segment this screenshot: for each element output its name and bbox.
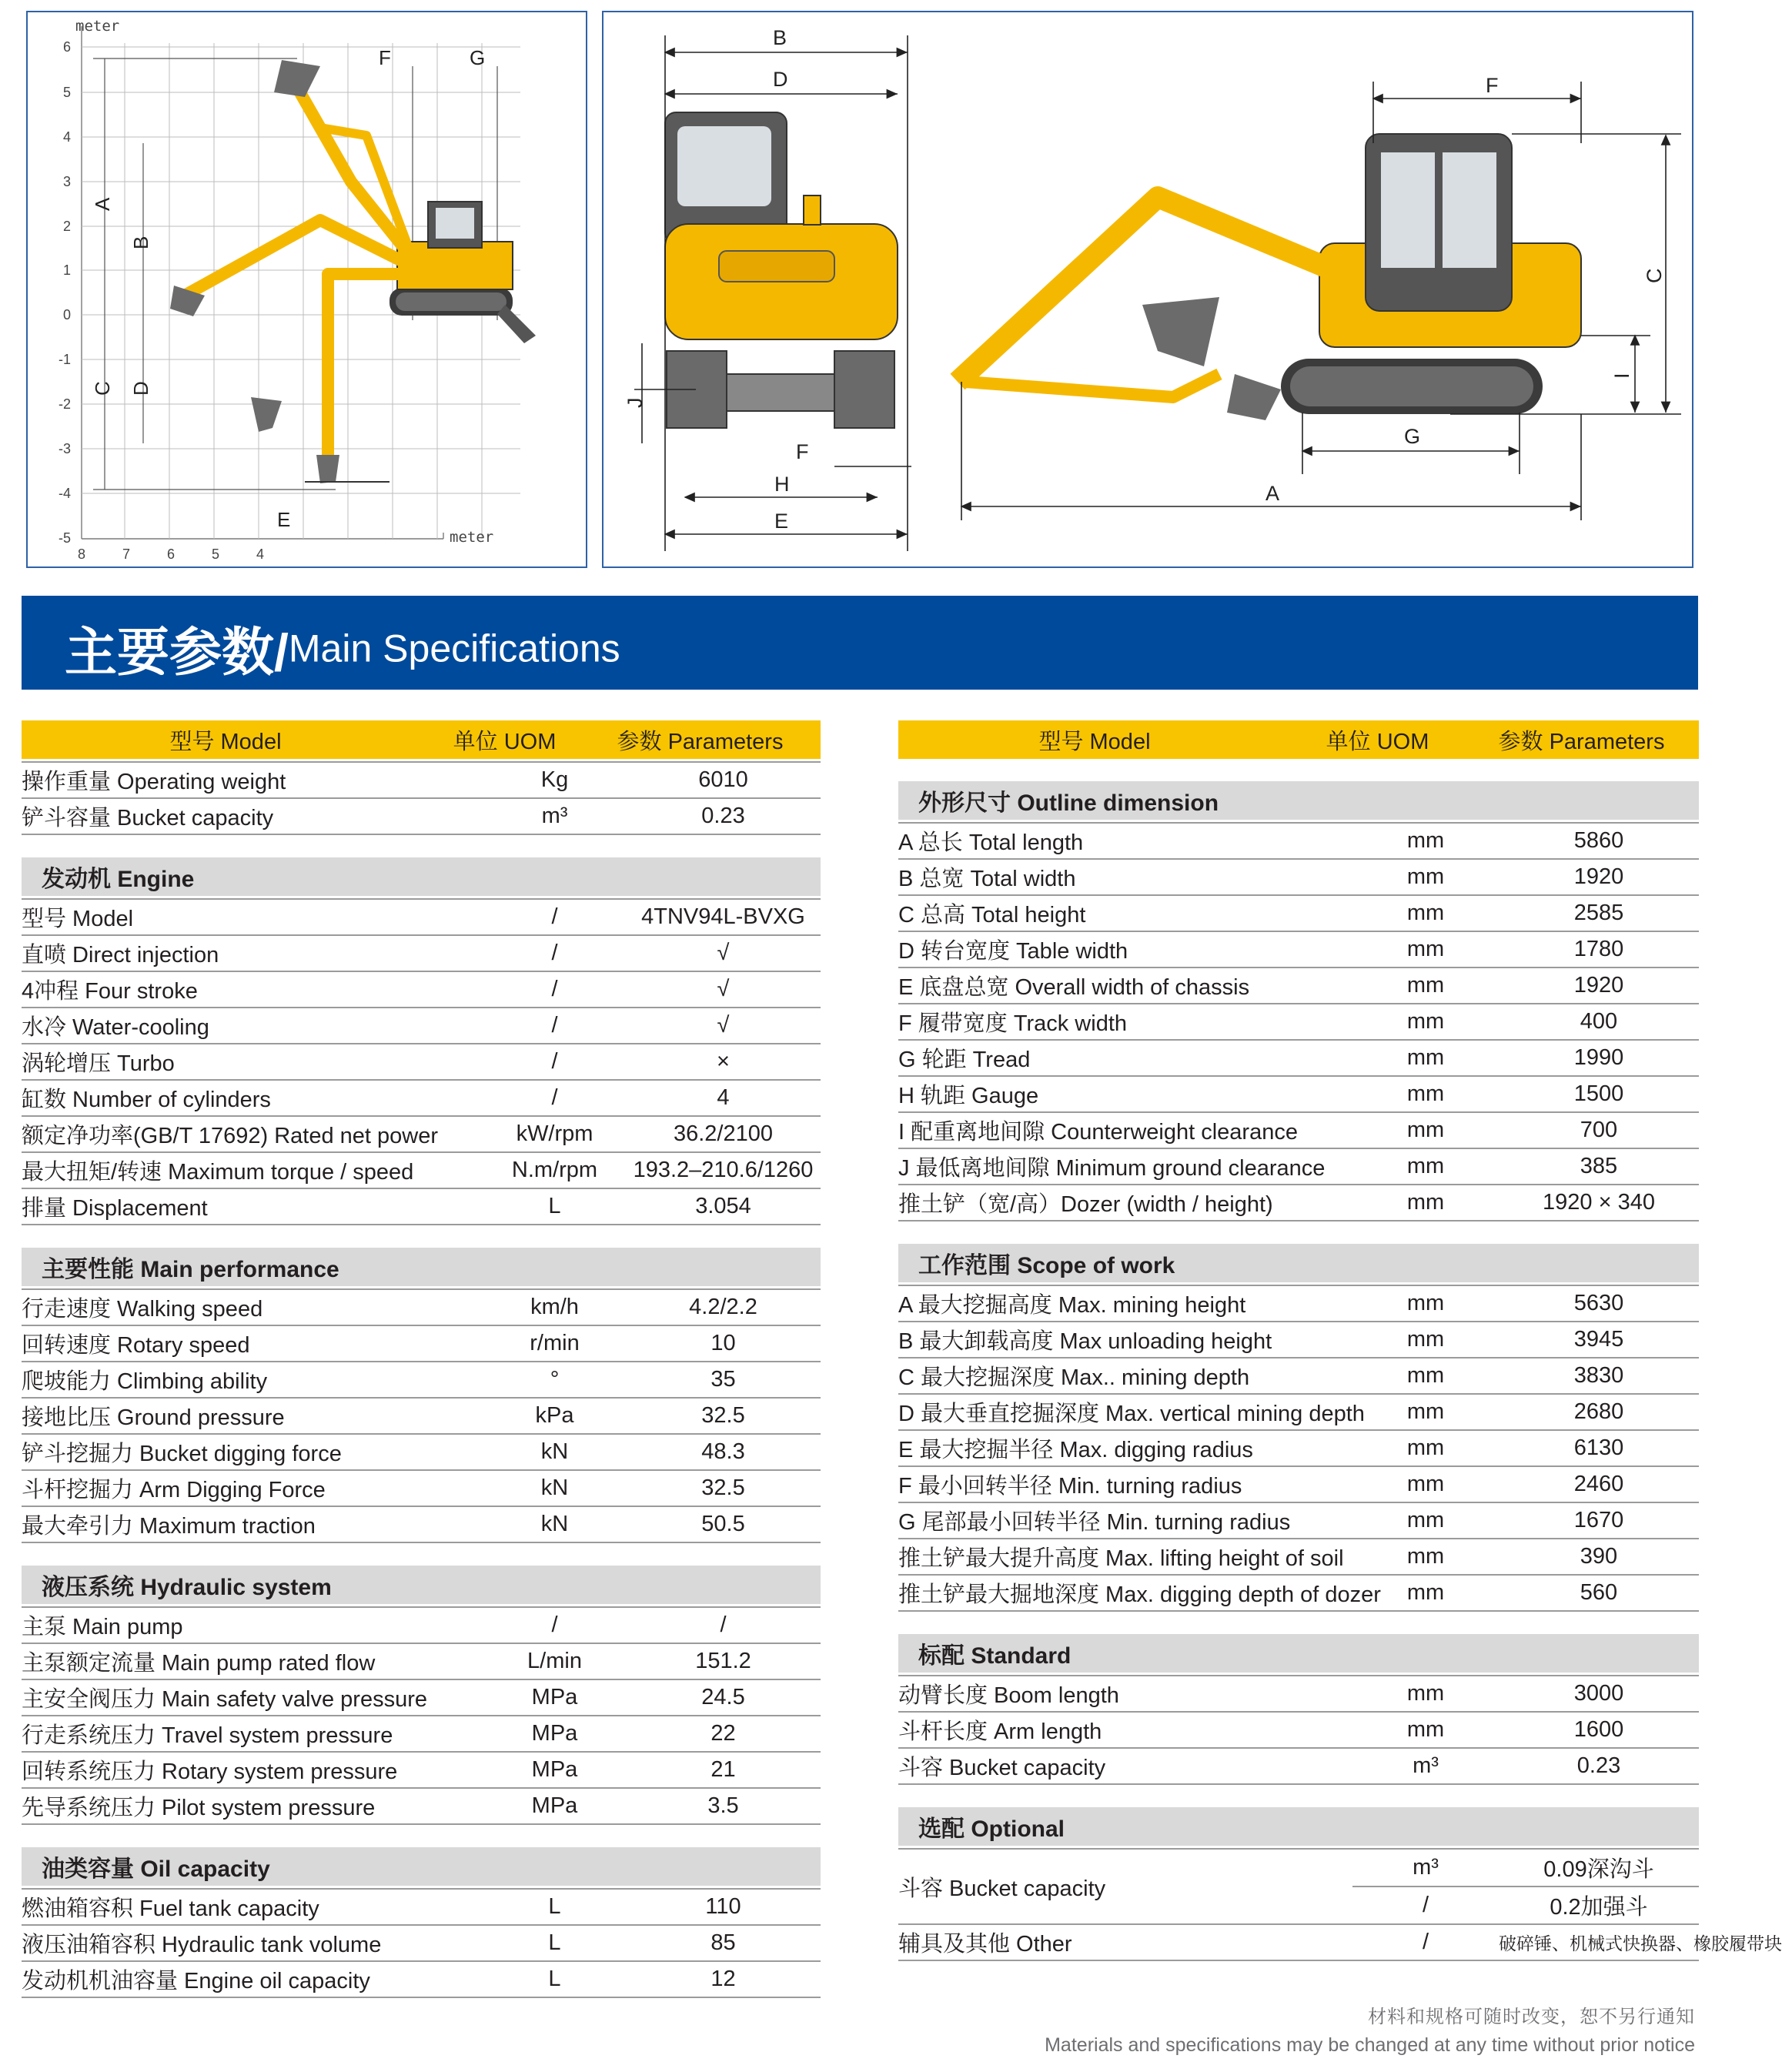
spec-uom: kPa <box>535 1403 574 1428</box>
table-row <box>898 822 1699 860</box>
table-row <box>898 1431 1699 1467</box>
spec-uom: mm <box>1406 901 1445 925</box>
section-title: 油类容量 Oil capacity <box>22 1847 821 1886</box>
y-tick: -1 <box>58 352 71 367</box>
table-row <box>22 1926 821 1962</box>
spec-name: E 底盘总宽 Overall width of chassis <box>898 975 1250 1000</box>
spec-uom: / <box>551 1049 558 1074</box>
spec-uom: mm <box>1406 1544 1445 1569</box>
side-label-g: G <box>1404 425 1421 448</box>
table-row <box>22 1888 821 1926</box>
spec-uom: mm <box>1406 1190 1445 1215</box>
dimension-svg <box>603 12 1692 566</box>
dimension-diagram <box>602 11 1693 568</box>
optional-bucket-row <box>898 1848 1699 1925</box>
spec-uom: mm <box>1406 1681 1445 1706</box>
side-view <box>958 134 1581 420</box>
table-row <box>898 896 1699 932</box>
footer-cn: 材料和规格可随时改变，恕不另行通知 <box>1368 2007 1695 2027</box>
spec-value: 50.5 <box>701 1512 745 1536</box>
table-row <box>898 1004 1699 1041</box>
spec-uom: kN <box>540 1439 569 1464</box>
y-tick: -3 <box>58 441 71 456</box>
spec-value: 1920 × 340 <box>1543 1190 1655 1215</box>
y-tick: 0 <box>62 307 71 322</box>
x-tick: 7 <box>122 546 131 562</box>
spec-table-right <box>898 720 1782 1961</box>
header-params: 参数 Parameters <box>617 729 784 754</box>
front-label-j: J <box>624 397 647 408</box>
spec-value: 32.5 <box>701 1403 745 1428</box>
spec-value: 3.054 <box>695 1194 751 1218</box>
y-tick: 1 <box>62 262 71 278</box>
x-tick: 5 <box>211 546 220 562</box>
table-row <box>22 1008 821 1044</box>
header-model: 型号 Model <box>169 729 282 754</box>
spec-table-left <box>22 720 821 1998</box>
spec-value: 4 <box>717 1085 730 1110</box>
spec-value: 0.23 <box>701 804 745 828</box>
table-row <box>898 1749 1699 1785</box>
spec-uom: mm <box>1406 1399 1445 1424</box>
spec-uom: Kg <box>540 767 569 792</box>
spec-value: 3830 <box>1573 1363 1624 1388</box>
spec-value: 151.2 <box>695 1649 751 1673</box>
front-label-e: E <box>774 510 789 533</box>
table-header <box>22 720 821 759</box>
spec-value: √ <box>717 977 730 1001</box>
table-row <box>22 1507 821 1543</box>
spec-value: 2680 <box>1573 1399 1624 1424</box>
spec-name: 缸数 Number of cylinders <box>22 1088 271 1112</box>
table-row <box>22 1288 821 1326</box>
table-row <box>22 761 821 799</box>
table-row <box>22 1606 821 1644</box>
spec-value: 2585 <box>1573 901 1624 925</box>
spec-name: 动臂长度 Boom length <box>898 1683 1119 1708</box>
section-title: 外形尺寸 Outline dimension <box>898 781 1699 820</box>
label-b: B <box>129 236 152 249</box>
optional-other-uom: / <box>1422 1930 1429 1954</box>
table-row <box>22 1435 821 1471</box>
spec-name: D 最大垂直挖掘深度 Max. vertical mining depth <box>898 1402 1365 1426</box>
spec-uom: kW/rpm <box>516 1121 593 1146</box>
section-banner <box>22 596 1698 690</box>
optional-uom: m³ <box>1413 1855 1439 1880</box>
spec-name: G 尾部最小回转半径 Min. turning radius <box>898 1510 1291 1535</box>
table-row <box>898 1467 1699 1503</box>
spec-uom: m³ <box>1413 1753 1439 1778</box>
optional-value: 0.09深沟斗 <box>1543 1857 1654 1882</box>
table-row <box>898 1395 1699 1431</box>
footer-note <box>1045 2001 1695 2057</box>
spec-value: 24.5 <box>701 1685 745 1709</box>
table-row <box>898 1113 1699 1149</box>
spec-uom: L <box>548 1194 561 1218</box>
spec-uom: mm <box>1406 1472 1445 1496</box>
x-tick: 6 <box>166 546 176 562</box>
spec-uom: mm <box>1406 1081 1445 1106</box>
section-title: 液压系统 Hydraulic system <box>22 1566 821 1604</box>
optional-bucket-name: 斗容 Bucket capacity <box>898 1876 1106 1901</box>
x-tick: 8 <box>77 546 86 562</box>
y-tick: -2 <box>58 396 71 412</box>
y-tick: 3 <box>62 174 71 189</box>
table-row <box>898 1713 1699 1749</box>
spec-name: A 总长 Total length <box>898 830 1084 855</box>
spec-value: / <box>720 1612 727 1637</box>
optional-uom: / <box>1422 1893 1429 1917</box>
spec-uom: mm <box>1406 1435 1445 1460</box>
spec-uom: kN <box>540 1475 569 1500</box>
section-title: 标配 Standard <box>898 1634 1699 1673</box>
spec-name: 直喷 Direct injection <box>22 943 219 967</box>
spec-name: 4冲程 Four stroke <box>22 979 198 1004</box>
spec-uom: mm <box>1406 1508 1445 1532</box>
front-label-b: B <box>773 26 787 49</box>
label-g: G <box>470 46 486 69</box>
spec-value: 385 <box>1580 1154 1618 1178</box>
y-tick: 2 <box>62 219 71 234</box>
table-row <box>22 1362 821 1399</box>
spec-uom: ° <box>550 1367 560 1392</box>
spec-value: √ <box>717 1013 730 1038</box>
table-row <box>22 1326 821 1362</box>
spec-uom: MPa <box>531 1685 578 1709</box>
excavator-illustration <box>170 60 536 483</box>
spec-value: 5630 <box>1573 1291 1624 1315</box>
spec-name: 主泵额定流量 Main pump rated flow <box>22 1651 376 1676</box>
table-row <box>22 1044 821 1081</box>
front-label-d: D <box>773 68 788 91</box>
x-tick: 4 <box>256 546 265 562</box>
table-row <box>898 1503 1699 1539</box>
table-row <box>22 1716 821 1753</box>
side-label-c: C <box>1643 268 1666 283</box>
spec-uom: / <box>551 1013 558 1038</box>
optional-other-name: 辅具及其他 Other <box>898 1932 1072 1957</box>
spec-value: 400 <box>1580 1009 1618 1034</box>
spec-name: 发动机机油容量 Engine oil capacity <box>22 1969 370 1993</box>
spec-value: 560 <box>1580 1580 1618 1605</box>
spec-name: 先导系统压力 Pilot system pressure <box>22 1796 376 1820</box>
spec-name: 斗杆挖掘力 Arm Digging Force <box>22 1478 326 1502</box>
spec-name: 主泵 Main pump <box>22 1615 183 1639</box>
spec-uom: L <box>548 1894 561 1919</box>
table-row <box>22 1644 821 1680</box>
label-c: C <box>91 381 114 396</box>
header-model: 型号 Model <box>1038 729 1151 754</box>
spec-uom: mm <box>1406 1009 1445 1034</box>
spec-uom: / <box>551 1085 558 1110</box>
spec-uom: mm <box>1406 828 1445 853</box>
optional-other-value: 破碎锤、机械式快换器、橡胶履带块 <box>1499 1933 1782 1953</box>
spec-name: 行走系统压力 Travel system pressure <box>22 1723 393 1748</box>
table-row <box>22 1471 821 1507</box>
spec-value: 110 <box>705 1894 741 1919</box>
spec-uom: / <box>551 904 558 929</box>
spec-value: √ <box>717 941 730 965</box>
table-row <box>22 898 821 936</box>
spec-name: G 轮距 Tread <box>898 1048 1031 1072</box>
footer-en: Materials and specifications may be changed at any time without prior notice <box>1045 2034 1695 2056</box>
spec-value: 1920 <box>1573 973 1624 998</box>
side-label-f: F <box>1486 74 1499 97</box>
spec-value: 36.2/2100 <box>673 1121 773 1146</box>
spec-uom: mm <box>1406 1154 1445 1178</box>
spec-uom: MPa <box>531 1793 578 1818</box>
spec-uom: m³ <box>541 804 568 828</box>
spec-name: I 配重离地间隙 Counterweight clearance <box>898 1120 1298 1145</box>
label-a: A <box>91 197 114 211</box>
spec-uom: MPa <box>531 1721 578 1746</box>
spec-name: 额定净功率(GB/T 17692) Rated net power <box>22 1124 439 1148</box>
spec-uom: mm <box>1406 864 1445 889</box>
optional-value: 0.2加强斗 <box>1550 1895 1648 1920</box>
banner-title-en: Main Specifications <box>288 627 620 670</box>
spec-uom: mm <box>1406 937 1445 961</box>
spec-name: A 最大挖掘高度 Max. mining height <box>898 1293 1246 1318</box>
spec-value: 1500 <box>1573 1081 1624 1106</box>
table-row <box>22 799 821 835</box>
spec-name: 水冷 Water-cooling <box>22 1015 209 1040</box>
y-tick: 4 <box>62 129 71 145</box>
label-e: E <box>277 508 291 531</box>
table-row <box>898 1149 1699 1185</box>
table-row <box>22 1680 821 1716</box>
spec-value: 3945 <box>1573 1327 1624 1352</box>
banner-title-cn: 主要参数/ <box>65 623 289 682</box>
spec-value: 35 <box>710 1367 736 1392</box>
table-row <box>22 1189 821 1225</box>
spec-name: B 最大卸载高度 Max unloading height <box>898 1329 1272 1354</box>
unit-label-top: meter <box>75 18 120 35</box>
y-tick: 6 <box>62 39 71 55</box>
spec-name: 爬坡能力 Climbing ability <box>22 1369 268 1394</box>
spec-name: 最大牵引力 Maximum traction <box>22 1514 316 1539</box>
spec-uom: kN <box>540 1512 569 1536</box>
spec-name: C 最大挖掘深度 Max.. mining depth <box>898 1365 1250 1390</box>
spec-value: 700 <box>1580 1118 1618 1142</box>
spec-uom: mm <box>1406 1291 1445 1315</box>
spec-name: 铲斗挖掘力 Bucket digging force <box>22 1442 342 1466</box>
table-header <box>898 720 1699 759</box>
spec-name: 推土铲最大提升高度 Max. lifting height of soil <box>898 1546 1344 1571</box>
spec-uom: mm <box>1406 1045 1445 1070</box>
table-row <box>22 972 821 1008</box>
table-row <box>898 1285 1699 1322</box>
spec-name: 液压油箱容积 Hydraulic tank volume <box>22 1933 382 1957</box>
spec-uom: / <box>551 977 558 1001</box>
spec-value: 3.5 <box>707 1793 739 1818</box>
spec-value: 193.2–210.6/1260 <box>633 1158 814 1182</box>
table-row <box>898 1185 1699 1221</box>
table-row <box>22 1117 821 1153</box>
optional-other-row <box>898 1925 1782 1961</box>
spec-name: 行走速度 Walking speed <box>22 1297 263 1322</box>
spec-value: 1990 <box>1573 1045 1624 1070</box>
spec-name: H 轨距 Gauge <box>898 1084 1039 1108</box>
section-title-optional: 选配 Optional <box>898 1807 1699 1846</box>
spec-value: 6130 <box>1573 1435 1624 1460</box>
spec-value: 0.23 <box>1576 1753 1621 1778</box>
spec-uom: L <box>548 1967 561 1991</box>
spec-name: 最大扭矩/转速 Maximum torque / speed <box>22 1160 414 1185</box>
spec-uom: L/min <box>527 1649 582 1673</box>
label-f: F <box>379 46 391 69</box>
spec-name: J 最低离地间隙 Minimum ground clearance <box>898 1156 1326 1181</box>
spec-uom: MPa <box>531 1757 578 1782</box>
spec-name: 涡轮增压 Turbo <box>22 1051 175 1076</box>
spec-name: 铲斗容量 Bucket capacity <box>22 806 274 830</box>
spec-value: 22 <box>710 1721 736 1746</box>
spec-uom: mm <box>1406 1118 1445 1142</box>
table-row <box>22 1962 821 1998</box>
spec-name: F 履带宽度 Track width <box>898 1011 1128 1036</box>
spec-value: 5860 <box>1573 828 1624 853</box>
spec-name: 排量 Displacement <box>22 1196 208 1221</box>
table-row <box>898 932 1699 968</box>
label-d: D <box>129 381 152 396</box>
spec-uom: mm <box>1406 1363 1445 1388</box>
table-row <box>898 1675 1699 1713</box>
spec-value: 1670 <box>1573 1508 1624 1532</box>
spec-value: 6010 <box>698 767 748 792</box>
section-title: 主要性能 Main performance <box>22 1248 821 1286</box>
front-label-h: H <box>774 473 790 496</box>
table-row <box>898 860 1699 896</box>
table-row <box>22 1081 821 1117</box>
section-title: 工作范围 Scope of work <box>898 1244 1699 1282</box>
spec-name: 燃油箱容积 Fuel tank capacity <box>22 1897 319 1921</box>
header-uom: 单位 UOM <box>453 729 557 754</box>
spec-name: 斗杆长度 Arm length <box>898 1719 1102 1744</box>
spec-value: 1600 <box>1573 1717 1624 1742</box>
spec-uom: L <box>548 1930 561 1955</box>
spec-uom: mm <box>1406 973 1445 998</box>
y-tick: 5 <box>62 85 71 100</box>
spec-value: 1920 <box>1573 864 1624 889</box>
spec-value: 12 <box>710 1967 736 1991</box>
spec-name: 主安全阀压力 Main safety valve pressure <box>22 1687 427 1712</box>
spec-uom: mm <box>1406 1717 1445 1742</box>
table-row <box>22 1399 821 1435</box>
y-tick: -5 <box>58 530 71 546</box>
spec-name: E 最大挖掘半径 Max. digging radius <box>898 1438 1253 1462</box>
table-row <box>898 1539 1699 1576</box>
spec-name: 操作重量 Operating weight <box>22 770 286 794</box>
y-tick: -4 <box>58 486 71 501</box>
side-label-i: I <box>1610 373 1633 379</box>
spec-value: 3000 <box>1573 1681 1624 1706</box>
table-row <box>898 1322 1699 1358</box>
header-uom: 单位 UOM <box>1326 729 1429 754</box>
spec-name: 回转速度 Rotary speed <box>22 1333 250 1358</box>
spec-name: C 总高 Total height <box>898 903 1086 927</box>
spec-name: D 转台宽度 Table width <box>898 939 1128 964</box>
table-row <box>22 936 821 972</box>
table-row <box>898 968 1699 1004</box>
spec-value: 4TNV94L-BVXG <box>641 904 805 929</box>
spec-value: 1780 <box>1573 937 1624 961</box>
spec-value: 10 <box>710 1331 736 1355</box>
spec-name: 回转系统压力 Rotary system pressure <box>22 1760 398 1784</box>
spec-name: 推土铲最大掘地深度 Max. digging depth of dozer <box>898 1582 1381 1607</box>
table-row <box>898 1041 1699 1077</box>
spec-uom: N.m/rpm <box>511 1158 598 1182</box>
spec-value: 2460 <box>1573 1472 1624 1496</box>
section-title: 发动机 Engine <box>22 857 821 896</box>
spec-value: 85 <box>710 1930 736 1955</box>
spec-name: B 总宽 Total width <box>898 867 1076 891</box>
spec-uom: / <box>551 1612 558 1637</box>
spec-value: 4.2/2.2 <box>689 1295 757 1319</box>
spec-value: × <box>717 1049 730 1074</box>
spec-value: 32.5 <box>701 1475 745 1500</box>
spec-uom: km/h <box>530 1295 579 1319</box>
spec-uom: r/min <box>530 1331 580 1355</box>
working-range-svg <box>28 12 586 566</box>
spec-name: 接地比压 Ground pressure <box>22 1405 285 1430</box>
table-row <box>22 1789 821 1825</box>
spec-name: F 最小回转半径 Min. turning radius <box>898 1474 1242 1499</box>
spec-value: 21 <box>710 1757 736 1782</box>
table-row <box>22 1753 821 1789</box>
header-params: 参数 Parameters <box>1498 729 1665 754</box>
side-label-a: A <box>1265 482 1280 505</box>
front-view <box>665 112 898 428</box>
spec-name: 推土铲（宽/高）Dozer (width / height) <box>898 1192 1273 1217</box>
table-row <box>898 1358 1699 1395</box>
table-row <box>22 1153 821 1189</box>
spec-name: 型号 Model <box>22 907 134 931</box>
unit-label-bottom: meter <box>450 529 494 546</box>
spec-uom: mm <box>1406 1580 1445 1605</box>
front-label-f: F <box>796 440 809 463</box>
spec-value: 390 <box>1580 1544 1618 1569</box>
spec-uom: mm <box>1406 1327 1445 1352</box>
spec-name: 斗容 Bucket capacity <box>898 1756 1106 1780</box>
spec-value: 48.3 <box>701 1439 745 1464</box>
spec-uom: / <box>551 941 558 965</box>
working-range-diagram <box>26 11 587 568</box>
table-row <box>898 1077 1699 1113</box>
table-row <box>898 1576 1699 1612</box>
